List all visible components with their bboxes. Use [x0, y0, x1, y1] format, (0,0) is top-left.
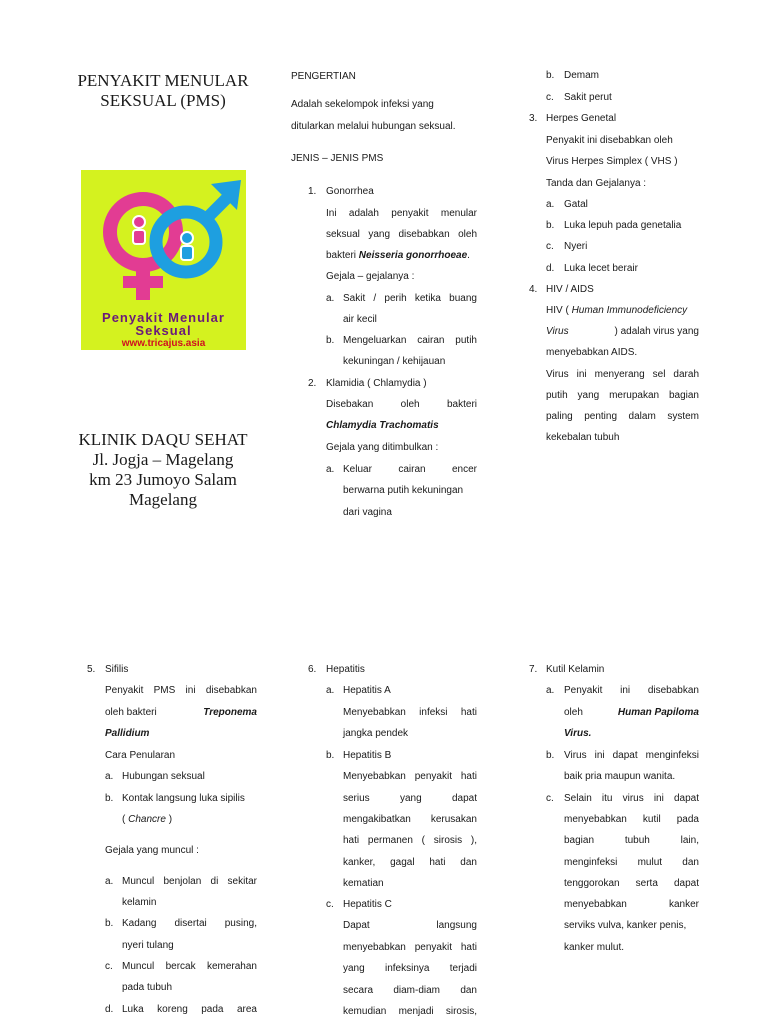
section-heading: PENGERTIAN — [291, 71, 356, 82]
subtype-title: Hepatitis C — [343, 899, 392, 910]
disease-title: Hepatitis — [326, 664, 365, 675]
body-text: Sakit / perih ketika buang — [343, 293, 477, 304]
body-text: menyebabkan kanker — [564, 899, 699, 910]
list-letter: a. — [326, 464, 335, 475]
disease-title: Sifilis — [105, 664, 129, 675]
body-text: bakteri Neisseria gonorrhoeae. — [326, 250, 470, 261]
body-text: menyebabkan penyakit hati — [343, 942, 477, 953]
body-text: kemudian menjadi sirosis, — [343, 1006, 477, 1017]
pms-logo-image — [81, 170, 246, 350]
list-number: 7. — [529, 664, 538, 675]
list-letter: a. — [105, 771, 114, 782]
disease-title: Herpes Genetal — [546, 113, 617, 124]
bacteria-name: Chlamydia Trachomatis — [326, 420, 439, 431]
body-text: kekebalan tubuh — [546, 432, 620, 443]
body-text: Luka lecet berair — [564, 263, 638, 274]
body-text: jangka pendek — [343, 728, 409, 739]
body-text: Disebakan oleh bakteri — [326, 399, 477, 410]
list-letter: b. — [105, 918, 114, 929]
list-letter: c. — [546, 241, 554, 252]
list-letter: b. — [326, 335, 335, 346]
definition-text: Adalah sekelompok infeksi yang — [291, 99, 434, 110]
body-text: Gejala yang ditimbulkan : — [326, 442, 439, 453]
body-text: tenggorokan serta dapat — [564, 878, 699, 889]
body-text: putih yang merupakan bagian — [546, 390, 699, 401]
clinic-info — [60, 430, 266, 510]
body-text: menyebabkan AIDS. — [546, 347, 638, 358]
body-text: Penyakit PMS ini disebabkan — [105, 685, 257, 696]
body-text: Gatal — [564, 199, 588, 210]
list-letter: c. — [105, 961, 113, 972]
list-number: 4. — [529, 284, 538, 295]
virus-name: Virus. — [564, 728, 592, 739]
body-text: Cara Penularan — [105, 750, 176, 761]
body-text: pada tubuh — [122, 982, 173, 993]
body-text: serviks vulva, kanker penis, — [564, 920, 687, 931]
body-text: ( Chancre ) — [122, 814, 173, 825]
list-letter: b. — [546, 750, 555, 761]
body-text: Virus ini dapat menginfeksi — [564, 750, 699, 761]
logo-caption-line1: Penyakit Menular — [102, 310, 225, 325]
list-letter: a. — [326, 685, 335, 696]
gender-symbols-icon — [81, 170, 246, 310]
body-text: berwarna putih kekuningan — [343, 485, 464, 496]
body-text: Hubungan seksual — [122, 771, 205, 782]
definition-text: ditularkan melalui hubungan seksual. — [291, 121, 456, 132]
body-text: Virus ini menyerang sel darah — [546, 369, 699, 380]
body-text: Sakit perut — [564, 92, 612, 103]
logo-caption-line2: Seksual — [135, 323, 192, 338]
subtype-title: Hepatitis B — [343, 750, 392, 761]
subtype-title: Hepatitis A — [343, 685, 391, 696]
list-letter: a. — [105, 876, 114, 887]
body-text: nyeri tulang — [122, 940, 174, 951]
list-letter: b. — [546, 70, 555, 81]
body-text: baik pria maupun wanita. — [564, 771, 676, 782]
body-text: air kecil — [343, 314, 377, 325]
body-text: dari vagina — [343, 507, 392, 518]
list-letter: a. — [546, 685, 555, 696]
body-text: Mengeluarkan cairan putih — [343, 335, 477, 346]
body-text: kekuningan / kehijauan — [343, 356, 446, 367]
list-letter: c. — [546, 793, 554, 804]
body-text: Virus Herpes Simplex ( VHS ) — [546, 156, 678, 167]
list-number: 3. — [529, 113, 538, 124]
disease-title: HIV / AIDS — [546, 284, 594, 295]
body-text: kanker, gagal hati dan — [343, 857, 477, 868]
body-text: hati permanen ( sirosis ), — [343, 835, 477, 846]
list-letter: a. — [546, 199, 555, 210]
body-text: Keluar cairan encer — [343, 464, 477, 475]
list-letter: b. — [105, 793, 114, 804]
list-letter: b. — [546, 220, 555, 231]
body-text: Muncul bercak kemerahan — [122, 961, 257, 972]
body-text: oleh Human Papiloma — [564, 707, 699, 718]
list-letter: b. — [326, 750, 335, 761]
brochure-title: PENYAKIT MENULAR SEKSUAL (PMS) — [77, 71, 249, 110]
body-text: paling penting dalam system — [546, 411, 699, 422]
list-number: 1. — [308, 186, 317, 197]
body-text: Gejala yang muncul : — [105, 845, 199, 856]
list-letter: d. — [546, 263, 555, 274]
body-text: Luka koreng pada area — [122, 1004, 257, 1015]
body-text: Virus ) adalah virus yang — [546, 326, 699, 337]
body-text: serius yang dapat — [343, 793, 477, 804]
body-text: Luka lepuh pada genetalia — [564, 220, 682, 231]
disease-title: Gonorrhea — [326, 186, 374, 197]
disease-title: Kutil Kelamin — [546, 664, 605, 675]
body-text: Penyakit ini disebabkan — [564, 685, 699, 696]
body-text: yang infeksinya terjadi — [343, 963, 477, 974]
body-text: seksual yang disebabkan oleh — [326, 229, 477, 240]
body-text: bagian tubuh lain, — [564, 835, 699, 846]
body-text: Muncul benjolan di sekitar — [122, 876, 257, 887]
body-text: menyebabkan kutil pada — [564, 814, 699, 825]
clinic-address: Jl. Jogja – Magelang — [92, 450, 234, 469]
body-text: oleh bakteri Treponema — [105, 707, 257, 718]
body-text: Selain itu virus ini dapat — [564, 793, 699, 804]
body-text: Menyebabkan penyakit hati — [343, 771, 477, 782]
body-text: Kontak langsung luka sipilis — [122, 793, 245, 804]
body-text: Nyeri — [564, 241, 588, 252]
body-text: Demam — [564, 70, 600, 81]
bacteria-name: Pallidium — [105, 728, 150, 739]
list-letter: a. — [326, 293, 335, 304]
disease-title: Klamidia ( Chlamydia ) — [326, 378, 427, 389]
list-letter: d. — [105, 1004, 114, 1015]
clinic-name: KLINIK DAQU SEHAT — [78, 430, 248, 449]
body-text: kematian — [343, 878, 384, 889]
section-heading: JENIS – JENIS PMS — [291, 153, 384, 164]
clinic-city: Magelang — [129, 490, 197, 509]
body-text: Kadang disertai pusing, — [122, 918, 257, 929]
body-text: HIV ( Human Immunodeficiency — [546, 305, 688, 316]
body-text: mengakibatkan kerusakan — [343, 814, 477, 825]
clinic-address: km 23 Jumoyo Salam — [89, 470, 237, 489]
body-text: menginfeksi mulut dan — [564, 857, 699, 868]
body-text: kanker mulut. — [564, 942, 625, 953]
body-text: Gejala – gejalanya : — [326, 271, 415, 282]
body-text: kelamin — [122, 897, 157, 908]
logo-url: www.tricajus.asia — [121, 338, 206, 349]
body-text: Dapat langsung — [343, 920, 477, 931]
body-text: Tanda dan Gejalanya : — [546, 178, 647, 189]
list-letter: c. — [326, 899, 334, 910]
body-text: Menyebabkan infeksi hati — [343, 707, 477, 718]
body-text: Penyakit ini disebabkan oleh — [546, 135, 673, 146]
list-letter: c. — [546, 92, 554, 103]
list-number: 2. — [308, 378, 317, 389]
list-number: 5. — [87, 664, 96, 675]
body-text: secara diam-diam dan — [343, 985, 477, 996]
list-number: 6. — [308, 664, 317, 675]
body-text: Ini adalah penyakit menular — [326, 208, 477, 219]
